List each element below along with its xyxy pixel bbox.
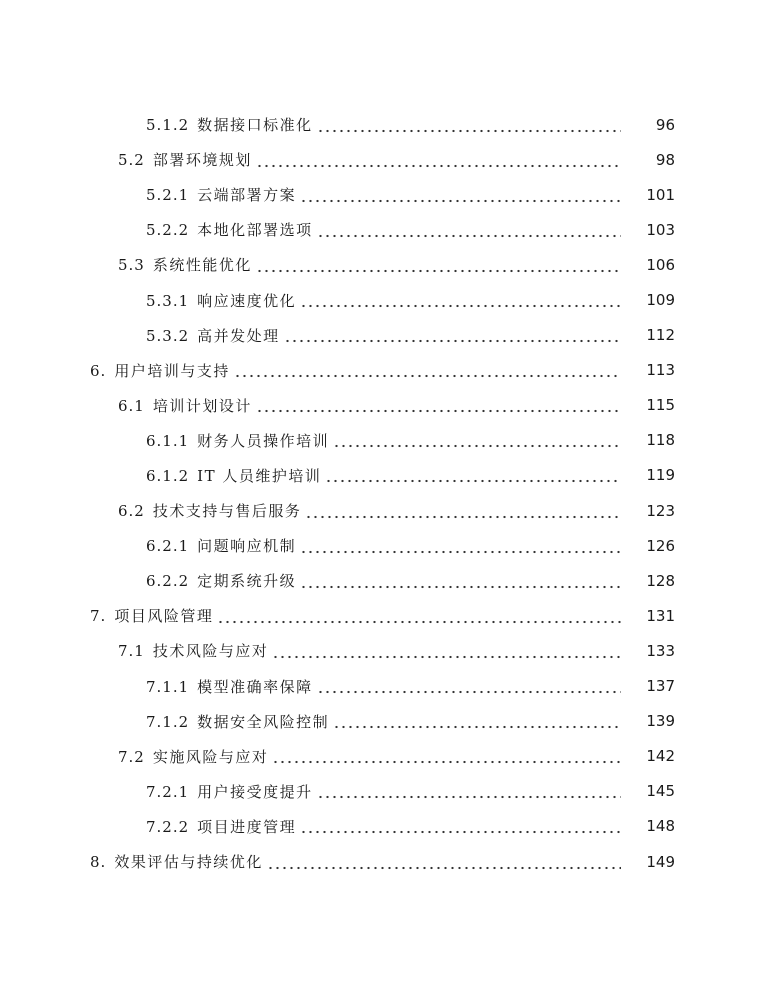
- toc-entry-7-2-1[interactable]: [0, 774, 765, 809]
- toc-page-number: 131: [646, 606, 675, 625]
- dot-leader: [325, 466, 621, 484]
- table-of-contents: [0, 107, 765, 879]
- toc-entry-6-2-2[interactable]: [0, 563, 765, 598]
- toc-page-number: 113: [646, 361, 675, 380]
- toc-entry-5-2[interactable]: [0, 142, 765, 177]
- toc-title: 培训计划设计: [152, 396, 252, 415]
- toc-number: 5.2.2: [146, 221, 190, 240]
- toc-entry-5-2-1[interactable]: [0, 177, 765, 212]
- toc-title: 技术支持与售后服务: [152, 502, 302, 521]
- dot-leader: [300, 817, 621, 835]
- dot-leader: [300, 537, 621, 555]
- toc-page-number: 106: [646, 255, 675, 274]
- dot-leader: [256, 151, 621, 169]
- dot-leader: [300, 572, 621, 590]
- toc-page-number: 115: [646, 396, 675, 415]
- toc-title: 模型准确率保障: [197, 677, 313, 696]
- toc-page-number: 123: [646, 501, 675, 520]
- toc-number: 7.1.2: [146, 712, 190, 731]
- toc-number: 6.1: [118, 396, 145, 415]
- toc-title: 本地化部署选项: [197, 221, 313, 240]
- toc-page-number: 133: [646, 641, 675, 660]
- toc-entry-7-2[interactable]: [0, 739, 765, 774]
- toc-entry-7-2-2[interactable]: [0, 809, 765, 844]
- dot-leader: [333, 431, 621, 449]
- toc-number: 6.2: [118, 502, 145, 521]
- toc-page-number: 109: [646, 291, 675, 310]
- toc-entry-6[interactable]: [0, 353, 765, 388]
- toc-number: 6.2.1: [146, 537, 190, 556]
- toc-page-number: 96: [655, 115, 675, 134]
- toc-title: 云端部署方案: [197, 186, 297, 205]
- toc-page-number: 98: [655, 150, 675, 169]
- dot-leader: [234, 361, 621, 379]
- toc-page-number: 118: [646, 431, 675, 450]
- toc-number: 7.2: [118, 747, 145, 766]
- toc-entry-6-2-1[interactable]: [0, 528, 765, 563]
- dot-leader: [272, 747, 621, 765]
- toc-title: 高并发处理: [197, 326, 280, 345]
- dot-leader: [333, 712, 621, 730]
- dot-leader: [267, 853, 621, 871]
- toc-entry-5-3-1[interactable]: [0, 282, 765, 317]
- toc-page-number: 149: [646, 852, 675, 871]
- dot-leader: [300, 186, 621, 204]
- toc-entry-6-2[interactable]: [0, 493, 765, 528]
- toc-page-number: 128: [646, 571, 675, 590]
- dot-leader: [317, 782, 621, 800]
- toc-number: 5.3.1: [146, 291, 190, 310]
- toc-title: 用户培训与支持: [114, 361, 230, 380]
- toc-number: 5.1.2: [146, 116, 190, 135]
- toc-title: 财务人员操作培训: [197, 431, 330, 450]
- toc-entry-7-1-1[interactable]: [0, 669, 765, 704]
- toc-title: 用户接受度提升: [197, 782, 313, 801]
- toc-number: 8.: [90, 853, 107, 872]
- toc-title: 定期系统升级: [197, 572, 297, 591]
- dot-leader: [300, 291, 621, 309]
- dot-leader: [284, 326, 621, 344]
- toc-page-number: 112: [646, 326, 675, 345]
- dot-leader: [256, 396, 621, 414]
- toc-title: 项目风险管理: [114, 607, 214, 626]
- toc-entry-7-1[interactable]: [0, 633, 765, 668]
- toc-title: IT 人员维护培训: [197, 466, 322, 485]
- toc-entry-5-3[interactable]: [0, 247, 765, 282]
- toc-title: 响应速度优化: [197, 291, 297, 310]
- toc-title: 数据接口标准化: [197, 116, 313, 135]
- toc-number: 6.: [90, 361, 107, 380]
- toc-page-number: 119: [646, 466, 675, 485]
- toc-title: 部署环境规划: [152, 151, 252, 170]
- toc-page-number: 139: [646, 712, 675, 731]
- toc-entry-8[interactable]: [0, 844, 765, 879]
- toc-number: 6.1.1: [146, 431, 190, 450]
- toc-entry-7-1-2[interactable]: [0, 704, 765, 739]
- toc-title: 技术风险与应对: [152, 642, 269, 661]
- toc-entry-5-2-2[interactable]: [0, 212, 765, 247]
- toc-number: 7.1.1: [146, 677, 190, 696]
- toc-number: 6.2.2: [146, 572, 190, 591]
- toc-number: 5.3.2: [146, 326, 190, 345]
- dot-leader: [317, 221, 621, 239]
- toc-title: 项目进度管理: [197, 817, 297, 836]
- dot-leader: [272, 642, 621, 660]
- toc-title: 实施风险与应对: [152, 747, 269, 766]
- toc-entry-7[interactable]: [0, 598, 765, 633]
- toc-entry-5-3-2[interactable]: [0, 318, 765, 353]
- toc-entry-6-1-1[interactable]: [0, 423, 765, 458]
- dot-leader: [317, 116, 621, 134]
- toc-page-number: 126: [646, 536, 675, 555]
- dot-leader: [317, 677, 621, 695]
- toc-page-number: 101: [646, 185, 675, 204]
- toc-title: 数据安全风险控制: [197, 712, 330, 731]
- dot-leader: [217, 607, 621, 625]
- dot-leader: [305, 502, 621, 520]
- toc-number: 7.1: [118, 642, 145, 661]
- toc-title: 问题响应机制: [197, 537, 297, 556]
- toc-number: 5.2: [118, 151, 145, 170]
- toc-title: 效果评估与持续优化: [114, 853, 263, 872]
- toc-entry-6-1[interactable]: [0, 388, 765, 423]
- dot-leader: [256, 256, 621, 274]
- toc-number: 7.2.1: [146, 782, 190, 801]
- toc-title: 系统性能优化: [152, 256, 252, 275]
- toc-number: 6.1.2: [146, 466, 190, 485]
- toc-page-number: 142: [646, 747, 675, 766]
- toc-number: 7.: [90, 607, 107, 626]
- toc-page-number: 145: [646, 782, 675, 801]
- toc-number: 5.3: [118, 256, 145, 275]
- toc-page-number: 103: [646, 220, 675, 239]
- toc-page-number: 148: [646, 817, 675, 836]
- toc-number: 7.2.2: [146, 817, 190, 836]
- toc-page-number: 137: [646, 677, 675, 696]
- toc-entry-6-1-2[interactable]: [0, 458, 765, 493]
- toc-number: 5.2.1: [146, 186, 190, 205]
- toc-entry-5-1-2[interactable]: [0, 107, 765, 142]
